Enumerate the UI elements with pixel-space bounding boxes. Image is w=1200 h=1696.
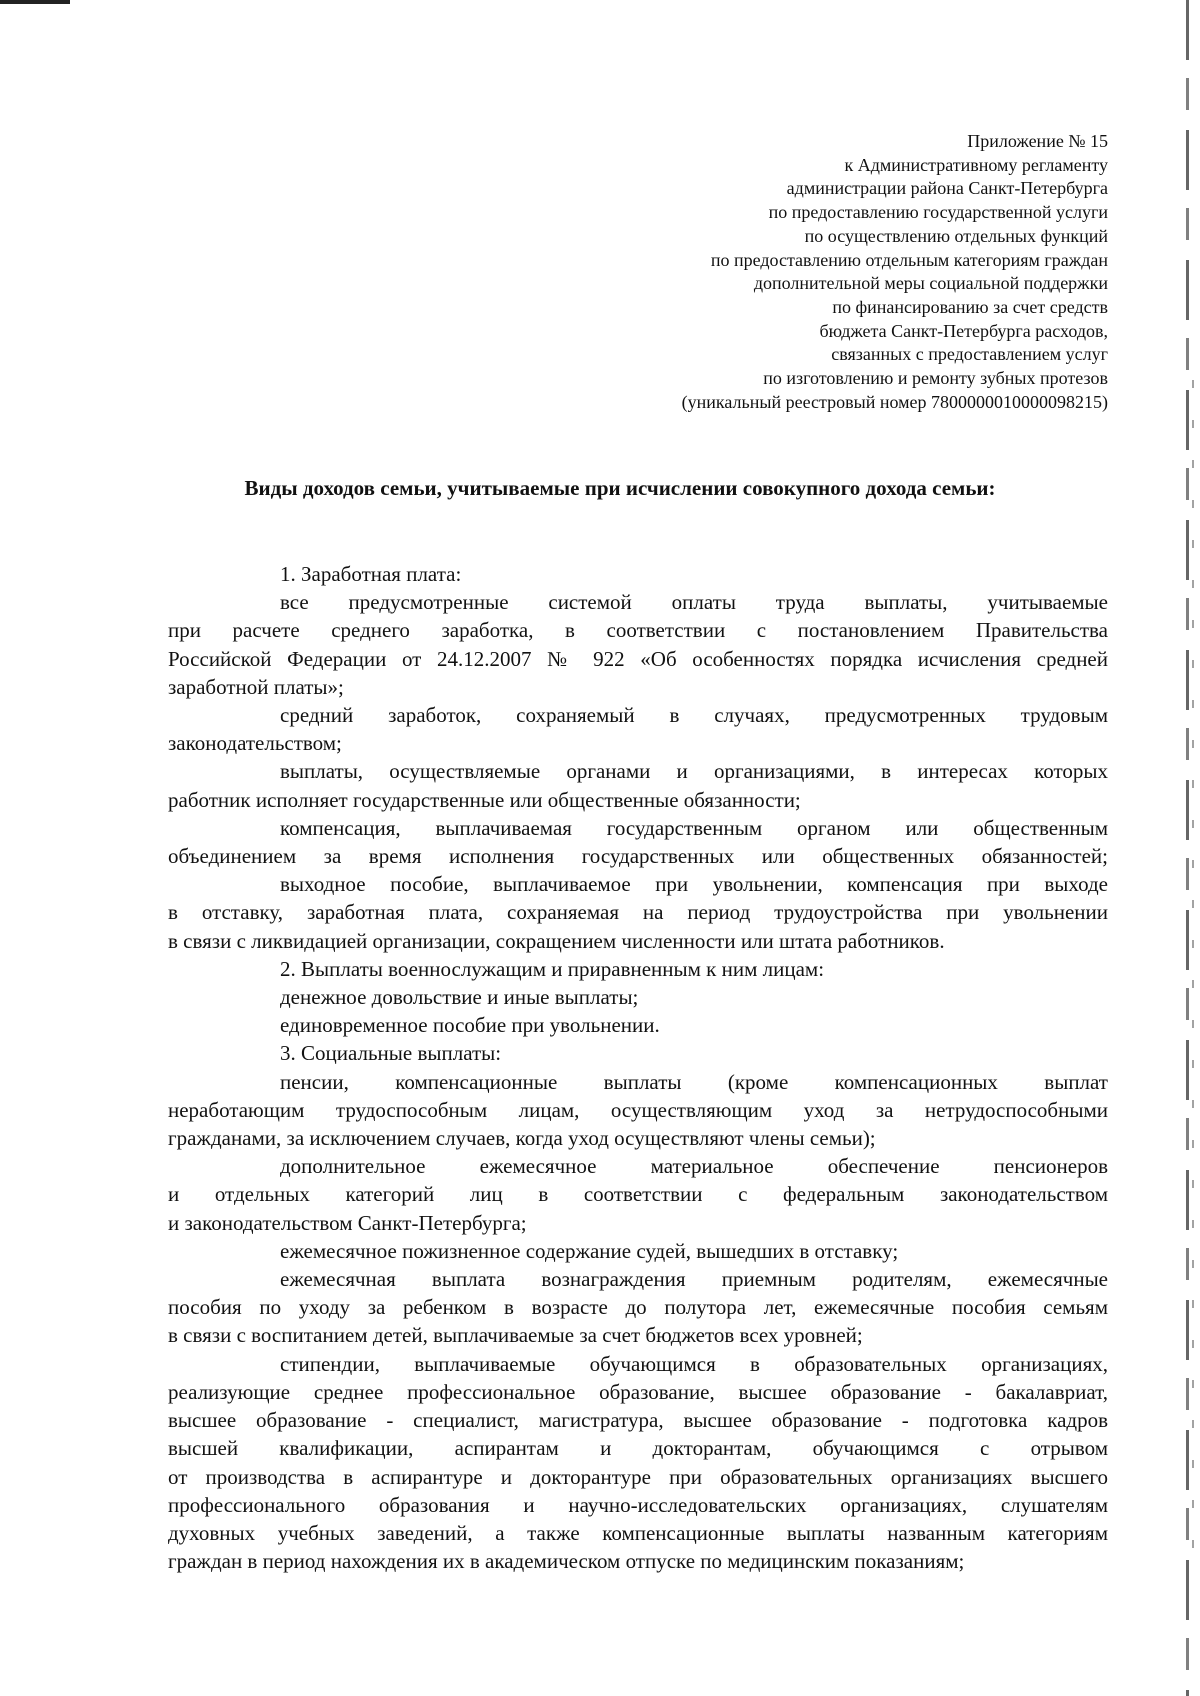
paragraph-line: и законодательством Санкт-Петербурга; <box>168 1210 527 1235</box>
header-line: бюджета Санкт-Петербурга расходов, <box>819 320 1108 341</box>
header-line: по финансированию за счет средств <box>832 296 1108 317</box>
paragraph-line: стипендии, выплачиваемые обучающимся в образовательных организациях, <box>280 1351 1108 1376</box>
paragraph-line: пособия по уходу за ребенком в возрасте до полутора лет, ежемесячные пособия семьям <box>168 1295 1108 1320</box>
paragraph-line: при расчете среднего заработка, в соответствии с постановлением Правительства <box>168 618 1108 643</box>
paragraph-line: и отдельных категорий лиц в соответствии с федеральным законодательством <box>168 1182 1108 1207</box>
paragraph-line: выплаты, осуществляемые органами и организациями, в интересах которых <box>280 759 1108 784</box>
paragraph-line: все предусмотренные системой оплаты труда выплаты, учитываемые <box>280 590 1108 615</box>
header-line: по предоставлению отдельным категориям граждан <box>710 249 1108 270</box>
header-line: связанных с предоставлением услуг <box>831 344 1108 365</box>
paragraph-line: Российской Федерации от 24.12.2007 № 922 «Об особенностях порядка исчисления средней <box>168 646 1108 671</box>
paragraph-line: денежное довольствие и иные выплаты; <box>280 985 639 1010</box>
paragraph-line: высшее образование - специалист, магистратура, высшее образование - подготовка кадров <box>168 1408 1108 1433</box>
paragraph-line: в связи с воспитанием детей, выплачиваемые за счет бюджетов всех уровней; <box>168 1323 863 1348</box>
paragraph-line: ежемесячное пожизненное содержание судей, вышедших в отставку; <box>280 1238 899 1263</box>
header-line: по изготовлению и ремонту зубных протезов <box>763 368 1108 389</box>
paragraph-line: духовных учебных заведений, а также компенсационные выплаты названным категориям <box>168 1520 1108 1545</box>
section-heading-military: 2. Выплаты военнослужащим и приравненным к ним лицам: <box>280 956 825 981</box>
scan-artifact-right-edge <box>1186 0 1189 1696</box>
document-title: Виды доходов семьи, учитываемые при исчислении совокупного дохода семьи: <box>244 476 996 500</box>
scan-artifact-top <box>0 0 70 4</box>
paragraph-line: объединением за время исполнения государственных или общественных обязанностей; <box>168 844 1108 869</box>
paragraph-line: заработной платы»; <box>168 674 344 699</box>
section-heading-social: 3. Социальные выплаты: <box>280 1041 502 1066</box>
document-body <box>168 560 1108 1575</box>
header-line: (уникальный реестровый номер 7800000010000098215) <box>681 391 1108 412</box>
paragraph-line: компенсация, выплачиваемая государственным органом или общественным <box>280 815 1108 840</box>
paragraph-line: дополнительное ежемесячное материальное обеспечение пенсионеров <box>280 1154 1108 1179</box>
header-line: дополнительной меры социальной поддержки <box>753 273 1108 294</box>
paragraph-line: ежемесячная выплата вознаграждения приемным родителям, ежемесячные <box>280 1267 1108 1292</box>
paragraph-line: гражданами, за исключением случаев, когда уход осуществляют члены семьи); <box>168 1126 876 1151</box>
section-heading-wages: 1. Заработная плата: <box>280 562 462 586</box>
paragraph-line: единовременное пособие при увольнении. <box>280 1013 660 1038</box>
header-line: по осуществлению отдельных функций <box>804 225 1108 246</box>
header-line: Приложение № 15 <box>967 131 1108 151</box>
paragraph-line: законодательством; <box>168 731 342 756</box>
paragraph-line: в связи с ликвидацией организации, сокращением численности или штата работников. <box>168 928 945 953</box>
header-line: к Административному регламенту <box>844 154 1108 175</box>
header-line: администрации района Санкт-Петербурга <box>786 178 1108 199</box>
paragraph-line: граждан в период нахождения их в академическом отпуске по медицинским показаниям; <box>168 1549 965 1574</box>
header-line: по предоставлению государственной услуги <box>768 202 1108 223</box>
appendix-header <box>560 130 1108 414</box>
paragraph-line: выходное пособие, выплачиваемое при увольнении, компенсация при выходе <box>280 872 1108 897</box>
paragraph-line: реализующие среднее профессиональное образование, высшее образование - бакалавриат, <box>168 1379 1108 1404</box>
scan-artifact-right-edge-dots <box>1192 380 1194 1580</box>
paragraph-line: работник исполняет государственные или общественные обязанности; <box>168 787 801 812</box>
paragraph-line: неработающим трудоспособным лицам, осуществляющим уход за нетрудоспособными <box>168 1097 1108 1122</box>
paragraph-line: пенсии, компенсационные выплаты (кроме компенсационных выплат <box>280 1069 1108 1094</box>
paragraph-line: средний заработок, сохраняемый в случаях, предусмотренных трудовым <box>280 703 1108 728</box>
paragraph-line: от производства в аспирантуре и докторантуре при образовательных организациях высшего <box>168 1464 1108 1489</box>
paragraph-line: в отставку, заработная плата, сохраняемая на период трудоустройства при увольнении <box>168 900 1108 925</box>
paragraph-line: профессионального образования и научно-исследовательских организациях, слушателям <box>168 1492 1108 1517</box>
paragraph-line: высшей квалификации, аспирантам и докторантам, обучающимся с отрывом <box>168 1436 1108 1461</box>
